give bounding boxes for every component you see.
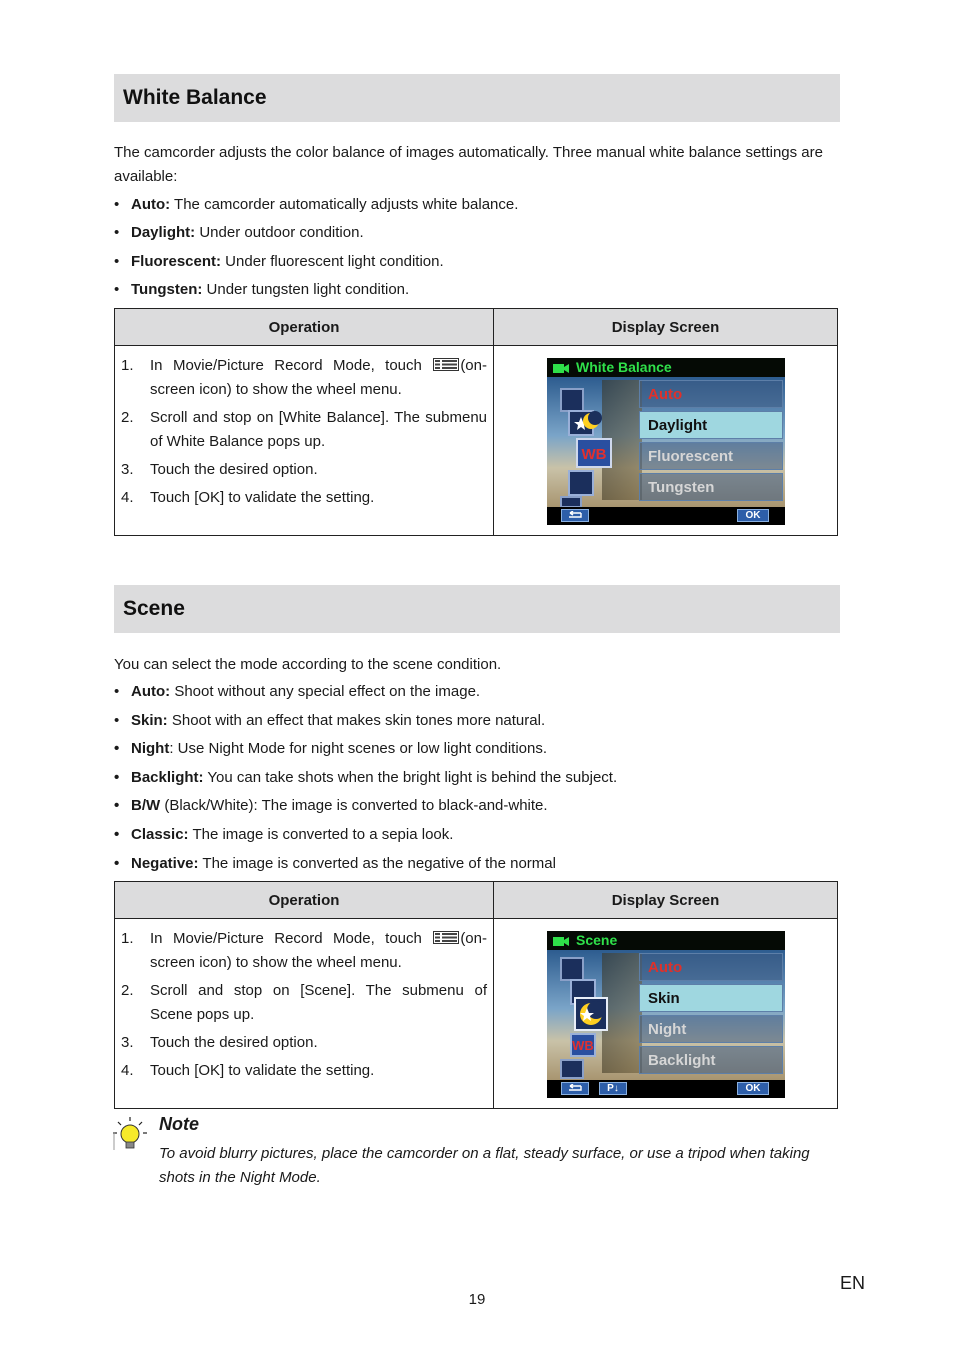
step-item: 1. In Movie/Picture Record Mode, touch (on-screen icon) to show the wheel menu. <box>121 930 487 971</box>
wheel-wb-label: WB <box>581 446 607 463</box>
camcorder-icon <box>553 362 569 373</box>
screen-title: White Balance <box>576 359 672 375</box>
scene-intro: You can select the mode according to the scene condition. <box>114 656 502 673</box>
wheel-menu <box>547 950 641 1080</box>
language-label: EN <box>840 1273 866 1293</box>
back-button[interactable] <box>561 509 589 522</box>
wb-display-screen <box>547 358 785 525</box>
section-title: Scene <box>123 597 185 620</box>
back-button[interactable] <box>561 1082 589 1095</box>
ok-button[interactable]: OK <box>737 509 769 522</box>
column-header-operation: Operation <box>115 882 494 919</box>
step-item: 3. Touch the desired option. <box>121 461 318 478</box>
step-item: 3. Touch the desired option. <box>121 1034 318 1051</box>
display-cell <box>494 919 838 1109</box>
operation-cell <box>115 346 494 536</box>
option-fluorescent[interactable]: Fluorescent <box>639 442 783 470</box>
option-daylight[interactable]: Daylight <box>639 411 783 439</box>
return-arrow-icon <box>566 511 584 520</box>
step-item: 1. In Movie/Picture Record Mode, touch (on-screen icon) to show the wheel menu. <box>121 357 487 398</box>
program-button[interactable]: P↓ <box>599 1082 627 1095</box>
column-header-display: Display Screen <box>494 309 838 346</box>
scene-operation-table <box>114 881 838 1109</box>
step-item: 4. Touch [OK] to validate the setting. <box>121 489 375 506</box>
step-item: 4. Touch [OK] to validate the setting. <box>121 1062 375 1079</box>
option-tungsten[interactable]: Tungsten <box>639 473 783 501</box>
scene-display-screen <box>547 931 785 1098</box>
note-title: Note <box>159 1114 199 1134</box>
option-auto[interactable]: Auto <box>639 953 783 981</box>
option-night[interactable]: Night <box>639 1015 783 1043</box>
return-arrow-icon <box>566 1084 584 1093</box>
step-item: 2. Scroll and stop on [White Balance]. The submenu of White Balance pops up. <box>121 409 487 450</box>
screen-bottom-bar <box>547 1080 785 1098</box>
step-item: 2. Scroll and stop on [Scene]. The submenu of Scene pops up. <box>121 982 487 1023</box>
display-cell <box>494 346 838 536</box>
screen-title-bar <box>547 931 785 950</box>
note-text: To avoid blurry pictures, place the camcorder on a flat, steady surface, or use a tripod when taking shots in the Night Mode. <box>159 1145 810 1186</box>
menu-list-icon <box>433 358 459 371</box>
wheel-wb-label: WB <box>572 1038 594 1053</box>
page-number: 19 <box>468 1291 486 1308</box>
ok-button[interactable]: OK <box>737 1082 769 1095</box>
option-auto[interactable]: Auto <box>639 380 783 408</box>
lightbulb-icon <box>112 1116 148 1152</box>
option-backlight[interactable]: Backlight <box>639 1046 783 1074</box>
menu-list-icon <box>433 931 459 944</box>
camcorder-icon <box>553 935 569 946</box>
screen-bottom-bar <box>547 507 785 525</box>
scene-header <box>114 585 840 633</box>
wb-intro: The camcorder adjusts the color balance of images automatically. Three manual white balance settings are available: <box>114 144 823 185</box>
column-header-operation: Operation <box>115 309 494 346</box>
operation-cell <box>115 919 494 1109</box>
screen-title-bar <box>547 358 785 377</box>
wb-operation-table <box>114 308 838 536</box>
column-header-display: Display Screen <box>494 882 838 919</box>
white-balance-header <box>114 74 840 122</box>
section-title: White Balance <box>123 86 267 109</box>
option-skin[interactable]: Skin <box>639 984 783 1012</box>
screen-title: Scene <box>576 932 618 948</box>
wheel-menu <box>547 377 641 507</box>
